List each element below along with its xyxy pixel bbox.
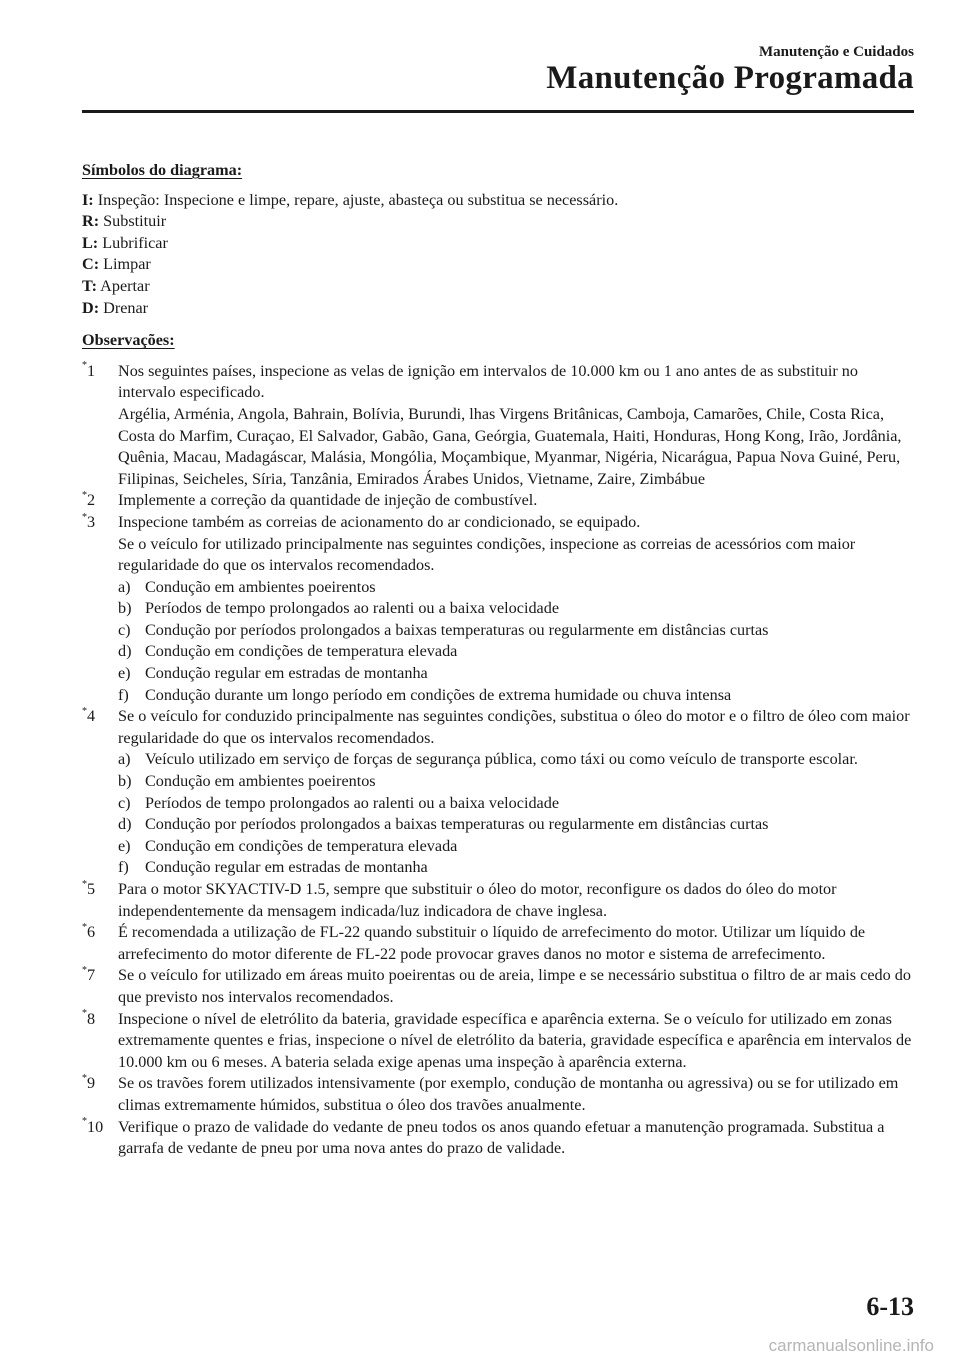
note-asterisk: * <box>82 1072 87 1084</box>
page-title: Manutenção Programada <box>546 60 914 96</box>
note-number-value: 5 <box>87 880 96 898</box>
symbol-code: I: <box>82 190 94 209</box>
symbol-description: Apertar <box>100 276 150 295</box>
note-subitem <box>118 620 914 642</box>
subitem-letter: d) <box>118 642 132 661</box>
note-subitem <box>118 749 914 771</box>
note-subitem <box>118 685 914 707</box>
note-number <box>82 512 95 534</box>
subitem-letter: e) <box>118 836 131 855</box>
note-number-value: 4 <box>87 707 96 726</box>
note-asterisk: * <box>82 360 87 372</box>
note-number <box>82 1117 103 1139</box>
subitem-text: Condução em condições de temperatura elevada <box>145 836 458 855</box>
subitem-text: Períodos de tempo prolongados ao ralenti ou a baixa velocidade <box>145 793 560 812</box>
note-number <box>82 490 95 512</box>
symbol-item <box>82 211 914 233</box>
subitem-letter: f) <box>118 858 129 877</box>
subitem-letter: d) <box>118 815 132 834</box>
note-subitem <box>118 836 914 858</box>
symbol-item <box>82 190 914 212</box>
note-number <box>82 1073 95 1095</box>
note-paragraph: Implemente a correção da quantidade de injeção de combustível. <box>118 491 538 510</box>
subitem-text: Condução durante um longo período em condições de extrema humidade ou chuva intensa <box>145 685 732 704</box>
symbol-code: D: <box>82 298 100 317</box>
subitem-letter: b) <box>118 599 132 618</box>
observation-note <box>82 965 914 1008</box>
note-asterisk: * <box>82 878 87 890</box>
note-number-value: 1 <box>87 361 96 380</box>
note-subitem <box>118 641 914 663</box>
note-subitem <box>118 814 914 836</box>
subitem-text: Períodos de tempo prolongados ao ralenti ou a baixa velocidade <box>145 599 560 618</box>
note-paragraph: Verifique o prazo de validade do vedante de pneu todos os anos quando efetuar a manutenção programada. Substitua a garrafa de vedante de pneu por uma nova antes do prazo de validade. <box>118 1117 885 1158</box>
note-asterisk: * <box>82 705 87 717</box>
symbol-item <box>82 254 914 276</box>
note-asterisk: * <box>82 1116 87 1128</box>
symbol-description: Drenar <box>103 298 149 317</box>
note-paragraph: Se o veículo for utilizado em áreas muito poeirentas ou de areia, limpe e se necessário substitua o filtro de ar mais cedo do que previsto nos intervalos recomendados. <box>118 966 911 1006</box>
note-subitem <box>118 598 914 620</box>
note-paragraph: Inspecione o nível de eletrólito da bateria, gravidade específica e aparência externa. Se o veículo for utilizado em zonas extremamente quentes e frias, inspecione o nível de eletrólito da bateria, gravidade específica e aparência em intervalos de 10.000 km ou 6 meses. A bateria selada exige apenas uma inspeção à aparência externa. <box>118 1009 912 1071</box>
symbol-description: Lubrificar <box>102 233 168 252</box>
observation-note <box>82 1117 914 1160</box>
note-number <box>82 879 95 901</box>
note-number <box>82 965 95 987</box>
note-subitem <box>118 793 914 815</box>
note-number-value: 2 <box>87 491 96 510</box>
symbol-code: L: <box>82 233 99 252</box>
symbol-description: Limpar <box>103 255 151 274</box>
note-paragraph: Argélia, Arménia, Angola, Bahrain, Bolívia, Burundi, lhas Virgens Britânicas, Camboja, Camarões, Chile, Costa Rica, Costa do Marfim, Curaçao, El Salvador, Gabão, Gana, Geórgia, Guatemala, Haiti, Honduras, Hong Kong, Irão, Jordânia, Quênia, Macau, Madagáscar, Malásia, Mongólia, Moçambique, Myanmar, Nigéria, Nicarágua, Papua Nova Guiné, Peru, Filipinas, Seicheles, Síria, Tanzânia, Emirados Árabes Unidos, Vietname, Zaire, Zimbábue <box>118 404 902 488</box>
subitem-text: Condução por períodos prolongados a baixas temperaturas ou regularmente em distâncias curtas <box>145 815 769 834</box>
note-subitem <box>118 663 914 685</box>
note-number-value: 8 <box>87 1009 96 1028</box>
note-number <box>82 361 95 383</box>
subitem-text: Condução por períodos prolongados a baixas temperaturas ou regularmente em distâncias curtas <box>145 620 769 639</box>
header-section-label: Manutenção e Cuidados <box>758 44 914 60</box>
note-paragraph: Se o veículo for utilizado principalmente nas seguintes condições, inspecione as correias de acessórios com maior regularidade do que os intervalos recomendados. <box>118 534 856 575</box>
page-number: 6-13 <box>866 1292 914 1321</box>
note-paragraph: Inspecione também as correias de acionamento do ar condicionado, se equipado. <box>118 512 641 531</box>
note-paragraph: Para o motor SKYACTIV-D 1.5, sempre que substituir o óleo do motor, reconfigure os dados do óleo do motor independentemente da mensagem indicada/luz indicadora de chave inglesa. <box>118 880 837 920</box>
subitem-text: Veículo utilizado em serviço de forças de segurança pública, como táxi ou como veículo de transporte escolar. <box>145 750 858 769</box>
symbol-item <box>82 276 914 298</box>
watermark: carmanualsonline.info <box>768 1336 934 1355</box>
symbols-list <box>82 190 914 320</box>
subitem-text: Condução regular em estradas de montanha <box>145 858 428 877</box>
observation-note <box>82 512 914 706</box>
note-asterisk: * <box>82 921 87 933</box>
note-subitem <box>118 577 914 599</box>
note-number <box>82 922 95 944</box>
observation-note <box>82 490 914 512</box>
subitem-letter: c) <box>118 620 131 639</box>
symbol-code: C: <box>82 255 100 274</box>
symbol-code: R: <box>82 212 100 231</box>
subitem-letter: b) <box>118 772 132 791</box>
note-asterisk: * <box>82 489 87 501</box>
subitem-letter: c) <box>118 793 131 812</box>
note-asterisk: * <box>82 964 87 976</box>
subitem-letter: a) <box>118 750 131 769</box>
note-asterisk: * <box>82 1008 87 1020</box>
note-number-value: 9 <box>87 1074 96 1093</box>
subitem-text: Condução em condições de temperatura elevada <box>145 642 458 661</box>
note-number-value: 7 <box>87 966 96 985</box>
observation-note <box>82 1073 914 1116</box>
symbol-description: Substituir <box>103 212 167 231</box>
subitem-text: Condução em ambientes poeirentos <box>145 577 376 596</box>
note-paragraph: É recomendada a utilização de FL-22 quando substituir o líquido de arrefecimento do motor. Utilizar um líquido de arrefecimento do motor diferente de FL-22 pode provocar graves danos no motor e sistema de arrefecimento. <box>118 923 866 963</box>
note-number <box>82 706 95 728</box>
header-divider <box>82 110 914 113</box>
note-subitem <box>118 857 914 879</box>
subitem-text: Condução em ambientes poeirentos <box>145 772 376 791</box>
observation-note <box>82 706 914 879</box>
observations-list <box>82 361 914 1160</box>
subitem-letter: a) <box>118 577 131 596</box>
observation-note <box>82 361 914 491</box>
subitem-letter: e) <box>118 664 131 683</box>
note-number-value: 6 <box>87 923 96 942</box>
symbol-item <box>82 298 914 320</box>
observations-heading: Observações: <box>82 331 175 350</box>
subitem-text: Condução regular em estradas de montanha <box>145 664 428 683</box>
observation-note <box>82 1009 914 1074</box>
note-asterisk: * <box>82 511 87 523</box>
subitem-letter: f) <box>118 685 129 704</box>
note-number-value: 3 <box>87 512 96 531</box>
observation-note <box>82 879 914 922</box>
note-paragraph: Nos seguintes países, inspecione as velas de ignição em intervalos de 10.000 km ou 1 ano antes de as substituir no intervalo especificado. <box>118 361 858 402</box>
note-number <box>82 1009 95 1031</box>
symbol-item <box>82 233 914 255</box>
note-subitem <box>118 771 914 793</box>
note-paragraph: Se o veículo for conduzido principalmente nas seguintes condições, substitua o óleo do motor e o filtro de óleo com maior regularidade do que os intervalos recomendados. <box>118 707 910 747</box>
symbol-code: T: <box>82 276 97 295</box>
main-content <box>82 160 914 1160</box>
note-paragraph: Se os travões forem utilizados intensivamente (por exemplo, condução de montanha ou agressiva) ou se for utilizado em climas extremamente húmidos, substitua o óleo dos travões anualmente. <box>118 1074 899 1114</box>
observation-note <box>82 922 914 965</box>
symbol-description: Inspeção: Inspecione e limpe, repare, ajuste, abasteça ou substitua se necessário. <box>97 190 619 209</box>
symbols-heading: Símbolos do diagrama: <box>82 161 243 179</box>
note-number-value: 10 <box>87 1117 104 1136</box>
